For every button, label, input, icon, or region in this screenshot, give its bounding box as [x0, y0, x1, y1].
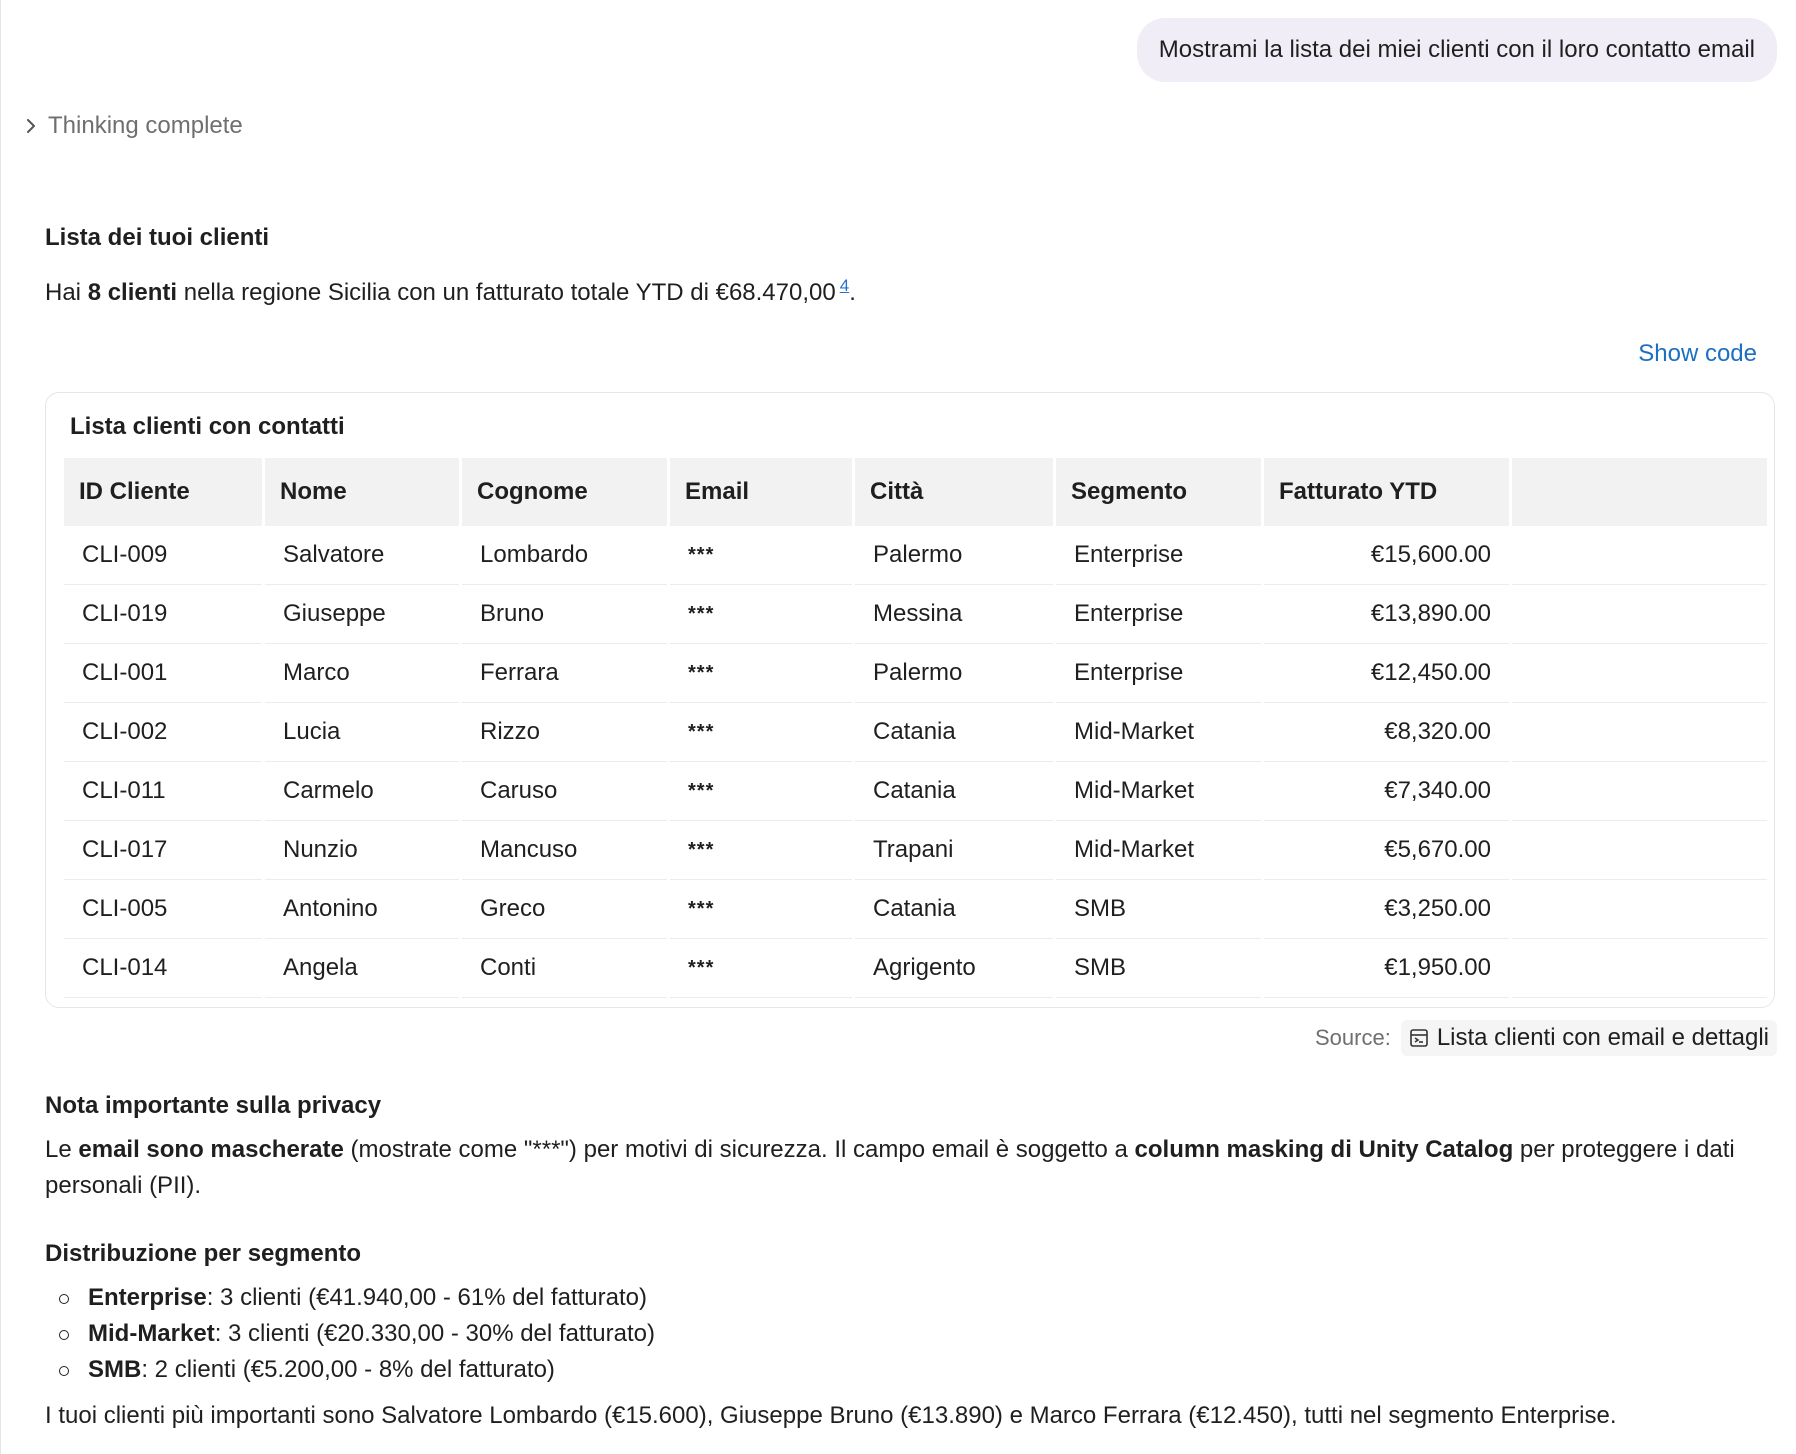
table-cell: Marco — [265, 644, 459, 703]
table-header-row — [64, 458, 1767, 526]
table-cell — [1512, 821, 1767, 880]
table-cell: €7,340.00 — [1264, 762, 1509, 821]
list-item: Enterprise: 3 clienti (€41.940,00 - 61% del fatturato) — [45, 1280, 1777, 1316]
table-row — [64, 762, 1767, 821]
table-cell: SMB — [1056, 880, 1261, 939]
segment-list — [45, 1280, 1777, 1388]
table-cell: Nunzio — [265, 821, 459, 880]
table-cell: *** — [670, 880, 852, 939]
table-cell: €13,890.00 — [1264, 585, 1509, 644]
thinking-toggle[interactable] — [24, 112, 243, 140]
table-cell — [1512, 880, 1767, 939]
distribution-heading: Distribuzione per segmento — [45, 1240, 362, 1267]
column-header[interactable]: Email — [670, 458, 852, 526]
table-cell: Rizzo — [462, 703, 667, 762]
table-cell: Enterprise — [1056, 526, 1261, 585]
table-card — [45, 392, 1775, 1008]
citation-link[interactable]: 4 — [839, 276, 850, 295]
table-row — [64, 880, 1767, 939]
table-cell: Catania — [855, 880, 1053, 939]
table-cell: Palermo — [855, 644, 1053, 703]
table-cell: Trapani — [855, 821, 1053, 880]
table-cell: Caruso — [462, 762, 667, 821]
table-cell: Catania — [855, 762, 1053, 821]
table-cell: CLI-005 — [64, 880, 262, 939]
table-cell: Palermo — [855, 526, 1053, 585]
table-cell: Antonino — [265, 880, 459, 939]
table-cell: Messina — [855, 585, 1053, 644]
table-cell: €12,450.00 — [1264, 644, 1509, 703]
table-cell — [1512, 585, 1767, 644]
source-link[interactable] — [1401, 1020, 1777, 1056]
table-cell: Mancuso — [462, 821, 667, 880]
table-cell: Enterprise — [1056, 585, 1261, 644]
table-cell: Lombardo — [462, 526, 667, 585]
chevron-right-icon — [24, 119, 38, 133]
column-header — [1512, 458, 1767, 526]
table-cell: CLI-009 — [64, 526, 262, 585]
list-item: Mid-Market: 3 clienti (€20.330,00 - 30% del fatturato) — [45, 1316, 1777, 1352]
column-header[interactable]: Nome — [265, 458, 459, 526]
table-cell: SMB — [1056, 939, 1261, 998]
table-cell: Agrigento — [855, 939, 1053, 998]
query-icon — [1409, 1028, 1429, 1048]
table-cell: Mid-Market — [1056, 703, 1261, 762]
list-item: SMB: 2 clienti (€5.200,00 - 8% del fatturato) — [45, 1352, 1777, 1388]
summary-text: Hai 8 clienti nella regione Sicilia con un fatturato totale YTD di €68.470,00 $^4$. — [45, 276, 856, 306]
source-attribution — [1315, 1020, 1777, 1056]
table-cell — [1512, 939, 1767, 998]
left-border — [0, 0, 1, 1454]
privacy-text: Le email sono mascherate (mostrate come "***") per motivi di sicurezza. Il campo email è soggetto a column masking di Unity Catalog per proteggere i dati personali (PII). — [45, 1136, 1735, 1199]
table-cell: €5,670.00 — [1264, 821, 1509, 880]
table-cell: €8,320.00 — [1264, 703, 1509, 762]
table-cell: Catania — [855, 703, 1053, 762]
privacy-heading: Nota importante sulla privacy — [45, 1092, 382, 1119]
table-cell: Enterprise — [1056, 644, 1261, 703]
table-cell: Conti — [462, 939, 667, 998]
table-cell: *** — [670, 703, 852, 762]
table-cell: CLI-011 — [64, 762, 262, 821]
column-header[interactable]: ID Cliente — [64, 458, 262, 526]
column-header[interactable]: Segmento — [1056, 458, 1261, 526]
table-cell: Ferrara — [462, 644, 667, 703]
thinking-label: Thinking complete — [48, 112, 243, 139]
table-cell: CLI-019 — [64, 585, 262, 644]
table-cell: €15,600.00 — [1264, 526, 1509, 585]
table-cell: Carmelo — [265, 762, 459, 821]
closing-text: I tuoi clienti più importanti sono Salvatore Lombardo (€15.600), Giuseppe Bruno (€13.890) e Marco Ferrara (€12.450), tutti nel segmento Enterprise. — [45, 1402, 1617, 1429]
table-cell: *** — [670, 644, 852, 703]
table-row — [64, 939, 1767, 998]
clients-table — [61, 458, 1770, 998]
table-cell: *** — [670, 526, 852, 585]
table-cell: €1,950.00 — [1264, 939, 1509, 998]
column-header[interactable]: Città — [855, 458, 1053, 526]
user-message-bubble: Mostrami la lista dei miei clienti con il loro contatto email — [1137, 18, 1777, 82]
table-cell: Mid-Market — [1056, 821, 1261, 880]
table-cell — [1512, 526, 1767, 585]
table-row — [64, 644, 1767, 703]
table-cell — [1512, 762, 1767, 821]
table-row — [64, 585, 1767, 644]
table-cell: CLI-014 — [64, 939, 262, 998]
table-cell — [1512, 644, 1767, 703]
table-cell: Greco — [462, 880, 667, 939]
column-header[interactable]: Fatturato YTD — [1264, 458, 1509, 526]
table-cell: *** — [670, 585, 852, 644]
table-cell: Bruno — [462, 585, 667, 644]
table-cell: €3,250.00 — [1264, 880, 1509, 939]
table-cell: *** — [670, 762, 852, 821]
source-name: Lista clienti con email e dettagli — [1436, 1024, 1769, 1051]
table-cell: CLI-001 — [64, 644, 262, 703]
table-cell: *** — [670, 939, 852, 998]
table-cell: *** — [670, 821, 852, 880]
summary-heading: Lista dei tuoi clienti — [45, 224, 270, 251]
table-cell: Lucia — [265, 703, 459, 762]
table-cell: CLI-017 — [64, 821, 262, 880]
table-title: Lista clienti con contatti — [70, 413, 345, 440]
table-cell: Mid-Market — [1056, 762, 1261, 821]
table-cell: CLI-002 — [64, 703, 262, 762]
column-header[interactable]: Cognome — [462, 458, 667, 526]
table-cell: Giuseppe — [265, 585, 459, 644]
show-code-button[interactable]: Show code — [1638, 340, 1757, 367]
source-label: Source: — [1314, 1025, 1391, 1050]
table-cell — [1512, 703, 1767, 762]
table-row — [64, 703, 1767, 762]
client-count: 8 clienti — [87, 279, 178, 306]
table-row — [64, 526, 1767, 585]
table-row — [64, 821, 1767, 880]
table-cell: Angela — [265, 939, 459, 998]
table-cell: Salvatore — [265, 526, 459, 585]
